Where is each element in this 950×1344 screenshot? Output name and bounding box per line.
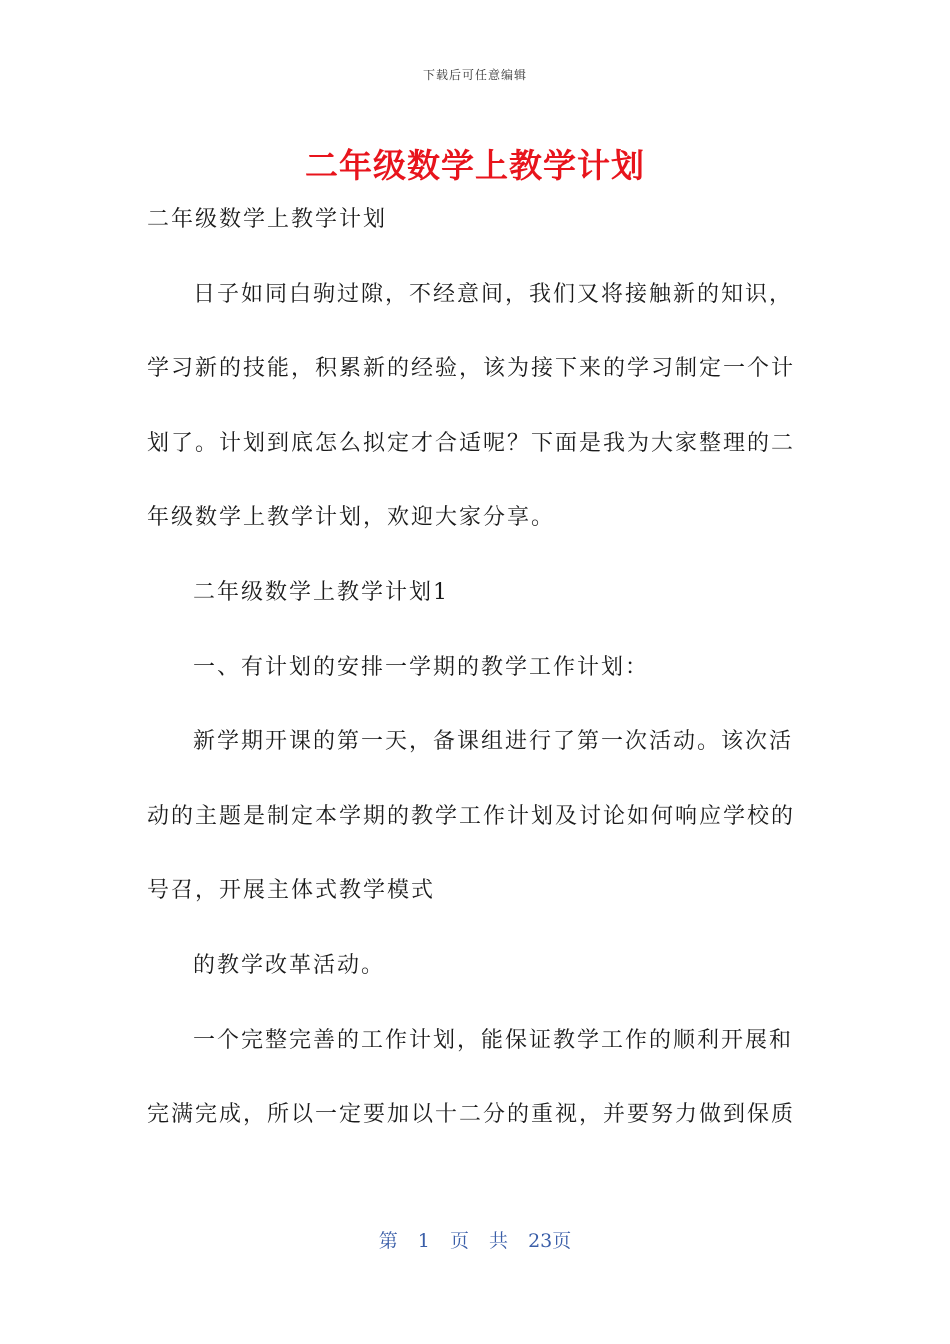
body-line: 的教学改革活动。 xyxy=(193,952,386,978)
body-line: 动的主题是制定本学期的教学工作计划及讨论如何响应学校的 xyxy=(147,803,796,829)
footer-prefix: 第 xyxy=(378,1230,398,1252)
body-line: 新学期开课的第一天，备课组进行了第一次活动。该次活 xyxy=(193,729,794,755)
body-line: 日子如同白驹过隙，不经意间，我们又将接触新的知识， xyxy=(193,281,794,307)
subsection-heading: 一、有计划的安排一学期的教学工作计划： xyxy=(193,654,650,680)
page-footer xyxy=(0,1226,950,1253)
body-line: 完满完成，所以一定要加以十二分的重视，并要努力做到保质 xyxy=(147,1102,796,1128)
footer-current-page: 1 xyxy=(417,1230,430,1252)
footer-page-word: 页 xyxy=(449,1230,469,1252)
footer-total-pages: 23页 xyxy=(528,1230,572,1252)
header-note: 下载后可任意编辑 xyxy=(422,68,527,82)
section-heading: 二年级数学上教学计划1 xyxy=(193,579,449,605)
footer-total-word: 共 xyxy=(489,1230,509,1252)
body-line: 一个完整完善的工作计划，能保证教学工作的顺利开展和 xyxy=(193,1027,794,1053)
body-line: 年级数学上教学计划，欢迎大家分享。 xyxy=(147,505,556,531)
document-body xyxy=(147,200,807,1170)
document-title: 二年级数学上教学计划 xyxy=(305,146,645,185)
body-line: 划了。计划到底怎么拟定才合适呢？下面是我为大家整理的二 xyxy=(147,430,796,456)
body-line: 号召，开展主体式教学模式 xyxy=(147,878,436,904)
body-line: 二年级数学上教学计划 xyxy=(147,207,388,232)
body-line: 学习新的技能，积累新的经验，该为接下来的学习制定一个计 xyxy=(147,356,796,382)
